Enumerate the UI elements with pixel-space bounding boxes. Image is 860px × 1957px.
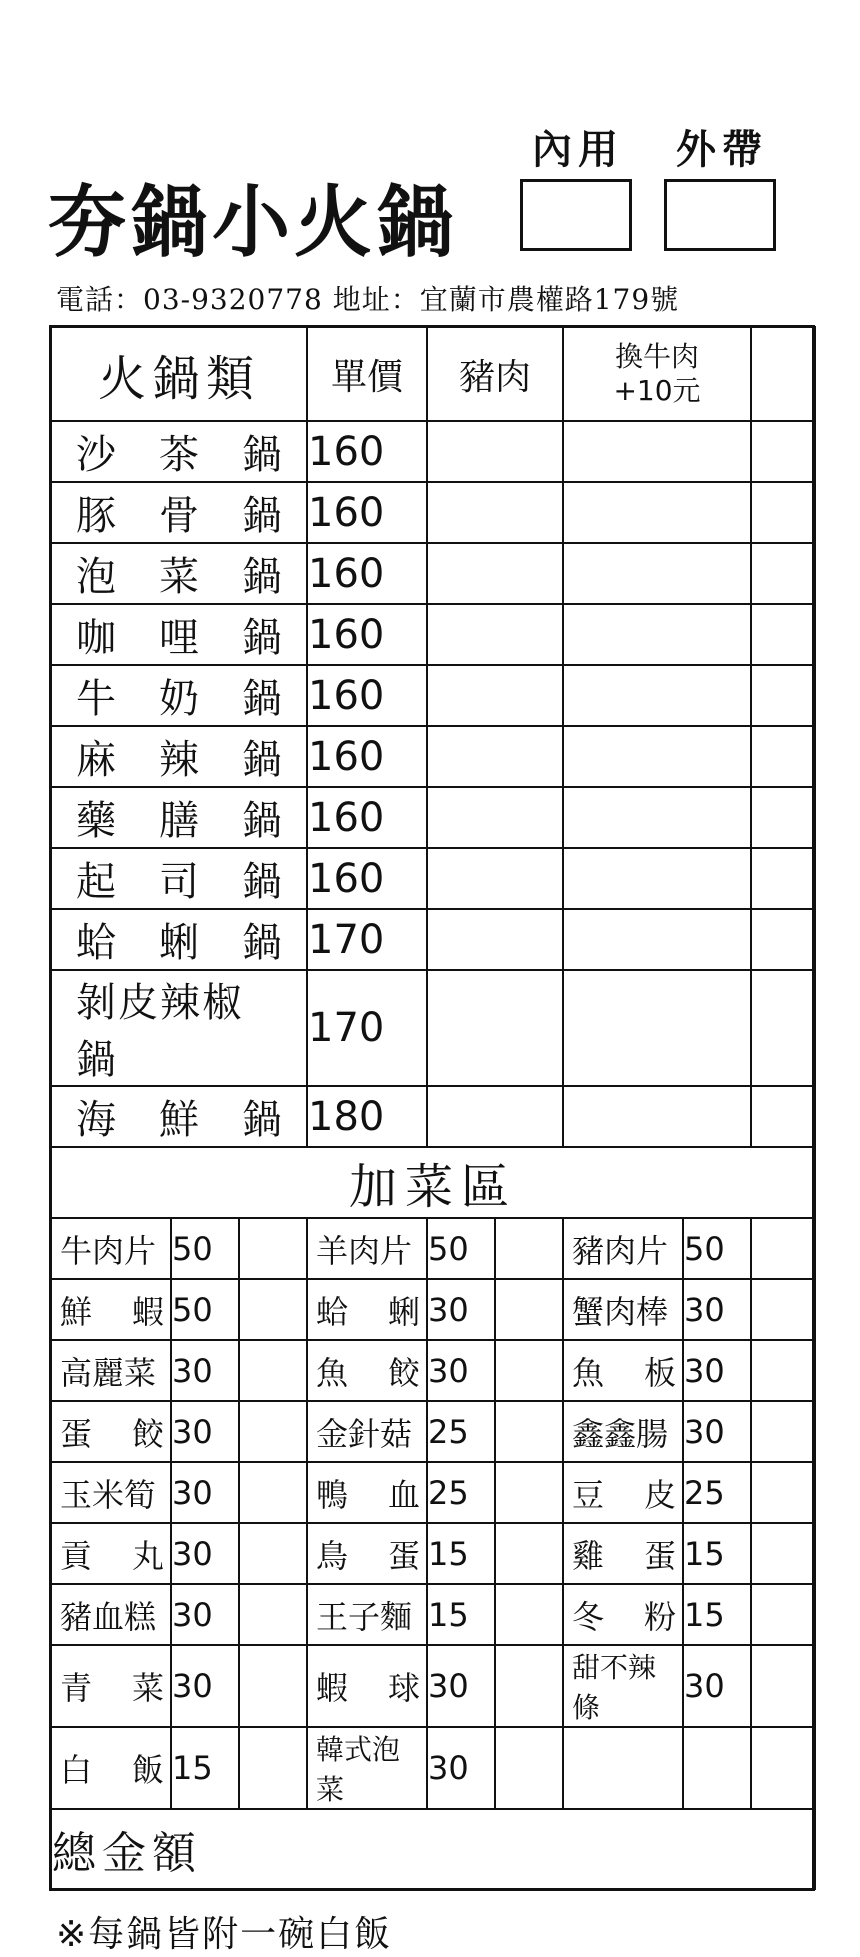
addon-price: [683, 1727, 751, 1809]
addon-price: 30: [171, 1645, 239, 1727]
addon-name: [307, 1279, 427, 1340]
addon-name: [51, 1218, 171, 1279]
addon-price: 30: [683, 1401, 751, 1462]
addon-price: 30: [427, 1727, 495, 1809]
addon-price: 30: [171, 1584, 239, 1645]
addon-qty-cell[interactable]: [495, 1401, 563, 1462]
addon-qty-cell[interactable]: [751, 1462, 815, 1523]
hotpot-name: [51, 604, 307, 665]
addon-name-text: 貢 丸: [60, 1536, 164, 1575]
addon-qty-cell[interactable]: [751, 1523, 815, 1584]
addon-name: [563, 1645, 683, 1727]
beef-qty-cell[interactable]: [563, 421, 751, 482]
hotpot-price: 160: [307, 665, 427, 726]
addon-name-text: 白 飯: [60, 1751, 164, 1789]
beef-qty-cell[interactable]: [563, 604, 751, 665]
addon-price: 15: [171, 1727, 239, 1809]
addon-price: 25: [427, 1462, 495, 1523]
addon-qty-cell[interactable]: [495, 1727, 563, 1809]
hotpot-name: [51, 726, 307, 787]
hotpot-price: 170: [307, 909, 427, 970]
addon-name: [307, 1401, 427, 1462]
hotpot-name-text: 豚 骨 鍋: [76, 493, 282, 539]
addon-qty-cell[interactable]: [751, 1727, 815, 1809]
hotpot-row: [51, 665, 815, 726]
addons-section-row: [51, 1147, 815, 1218]
hotpot-price: 160: [307, 848, 427, 909]
beef-header: [563, 327, 751, 421]
extra-qty-cell[interactable]: [751, 665, 815, 726]
hotpot-price: 170: [307, 970, 427, 1086]
addon-row: [51, 1401, 815, 1462]
extra-qty-cell[interactable]: [751, 543, 815, 604]
pork-qty-cell[interactable]: [427, 970, 563, 1086]
addon-name: [563, 1340, 683, 1401]
hotpot-name: [51, 970, 307, 1086]
addon-price: 15: [427, 1523, 495, 1584]
hotpot-price: 180: [307, 1086, 427, 1147]
beef-qty-cell[interactable]: [563, 482, 751, 543]
addon-qty-cell[interactable]: [751, 1401, 815, 1462]
addon-qty-cell[interactable]: [239, 1645, 307, 1727]
hotpot-name-text: 起 司 鍋: [76, 859, 282, 905]
addon-name-text: 蛤 蜊: [316, 1292, 420, 1331]
extra-qty-cell[interactable]: [751, 787, 815, 848]
addon-qty-cell[interactable]: [751, 1218, 815, 1279]
addon-qty-cell[interactable]: [495, 1584, 563, 1645]
beef-header-line2: +10元: [613, 374, 701, 407]
hotpot-price: 160: [307, 604, 427, 665]
addon-row: [51, 1584, 815, 1645]
addon-name: [51, 1523, 171, 1584]
hotpot-name: [51, 665, 307, 726]
pork-qty-cell[interactable]: [427, 421, 563, 482]
hotpot-name-text: 海 鮮 鍋: [76, 1097, 282, 1143]
beef-qty-cell[interactable]: [563, 665, 751, 726]
pork-qty-cell[interactable]: [427, 787, 563, 848]
beef-qty-cell[interactable]: [563, 970, 751, 1086]
addon-price: 15: [683, 1523, 751, 1584]
addon-name: [51, 1279, 171, 1340]
hotpot-name-text: 麻 辣 鍋: [76, 737, 282, 783]
hotpot-name-text: 泡 菜 鍋: [76, 554, 282, 600]
addon-name: [307, 1523, 427, 1584]
extra-qty-cell[interactable]: [751, 421, 815, 482]
addon-price: 50: [427, 1218, 495, 1279]
addon-name: [51, 1584, 171, 1645]
restaurant-title: 夯鍋小火鍋: [48, 178, 459, 268]
addon-qty-cell[interactable]: [239, 1584, 307, 1645]
dine-in-group: [520, 118, 636, 251]
hotpot-name-text: 藥 膳 鍋: [76, 798, 282, 844]
hotpot-price: 160: [307, 482, 427, 543]
addon-name-text: 蝦 球: [316, 1669, 420, 1707]
hotpot-name: [51, 543, 307, 604]
addon-name-text: 冬 粉: [572, 1597, 677, 1636]
hotpot-price: 160: [307, 726, 427, 787]
takeout-label: 外帶: [676, 127, 768, 173]
addon-name-text: 蛋 餃: [60, 1414, 164, 1453]
addon-qty-cell[interactable]: [239, 1727, 307, 1809]
beef-qty-cell[interactable]: [563, 1086, 751, 1147]
addon-name-text: 鳥 蛋: [316, 1536, 420, 1575]
hotpot-row: [51, 604, 815, 665]
addon-qty-cell[interactable]: [239, 1401, 307, 1462]
hotpot-row: [51, 543, 815, 604]
addon-name-text: 青 菜: [60, 1669, 164, 1707]
hotpot-name: [51, 482, 307, 543]
hotpot-name-text: 剝皮辣椒鍋: [76, 980, 244, 1083]
hotpot-name-text: 牛 奶 鍋: [76, 676, 282, 722]
pork-qty-cell[interactable]: [427, 1086, 563, 1147]
pork-header: 豬肉: [427, 327, 563, 421]
addon-name: [563, 1279, 683, 1340]
addon-price: 30: [683, 1645, 751, 1727]
pork-qty-cell[interactable]: [427, 543, 563, 604]
addon-name-text: 羊肉片: [316, 1231, 413, 1270]
addon-price: 30: [427, 1645, 495, 1727]
hotpot-price: 160: [307, 421, 427, 482]
addon-price: 30: [171, 1462, 239, 1523]
addon-price: 50: [683, 1218, 751, 1279]
addon-qty-cell[interactable]: [751, 1279, 815, 1340]
hotpot-name-text: 蛤 蜊 鍋: [76, 920, 282, 966]
addon-price: 30: [427, 1340, 495, 1401]
hotpot-name-text: 咖 哩 鍋: [76, 615, 282, 661]
addon-row: [51, 1462, 815, 1523]
addon-name-text: 雞 蛋: [572, 1536, 677, 1575]
addon-qty-cell[interactable]: [239, 1462, 307, 1523]
addon-qty-cell[interactable]: [751, 1340, 815, 1401]
header-row: [51, 327, 815, 421]
hotpot-row: [51, 421, 815, 482]
hotpot-price: 160: [307, 787, 427, 848]
addon-name-text: 鑫鑫腸: [572, 1414, 669, 1453]
addon-name: [307, 1727, 427, 1809]
takeout-group: [664, 118, 780, 251]
addon-name: [307, 1340, 427, 1401]
addon-qty-cell[interactable]: [239, 1523, 307, 1584]
extra-qty-cell[interactable]: [751, 848, 815, 909]
footnote: ※每鍋皆附一碗白飯: [56, 1914, 393, 1955]
hotpot-name: [51, 787, 307, 848]
addon-name-text: 玉米筍: [60, 1475, 157, 1514]
addon-name: [563, 1523, 683, 1584]
addon-name-text: 豬肉片: [572, 1231, 669, 1270]
addon-row: [51, 1340, 815, 1401]
hotpot-row: [51, 1086, 815, 1147]
addon-name-text: 豬血糕: [60, 1597, 157, 1636]
contact-info: 電話：03-9320778 地址：宜蘭市農權路179號: [56, 283, 680, 316]
order-form-table: [50, 326, 816, 1890]
addon-name-text: 鴨 血: [316, 1475, 420, 1514]
hotpot-row: [51, 787, 815, 848]
blank-header-cell: [751, 327, 815, 421]
price-header: 單價: [307, 327, 427, 421]
beef-qty-cell[interactable]: [563, 726, 751, 787]
pork-qty-cell[interactable]: [427, 665, 563, 726]
addon-name: [307, 1462, 427, 1523]
addon-name: [563, 1727, 683, 1809]
pork-qty-cell[interactable]: [427, 604, 563, 665]
takeout-checkbox[interactable]: [664, 179, 776, 251]
addon-name: [563, 1584, 683, 1645]
addon-name: [563, 1462, 683, 1523]
beef-qty-cell[interactable]: [563, 848, 751, 909]
hotpot-price: 160: [307, 543, 427, 604]
addon-name: [51, 1727, 171, 1809]
addon-price: 30: [171, 1401, 239, 1462]
addon-qty-cell[interactable]: [751, 1645, 815, 1727]
addon-price: 25: [427, 1401, 495, 1462]
hotpot-name: [51, 909, 307, 970]
addon-row: [51, 1645, 815, 1727]
addons-section-title: 加菜區: [51, 1147, 815, 1218]
addon-name-text: 鮮 蝦: [60, 1292, 164, 1331]
addon-row: [51, 1523, 815, 1584]
addon-name-text: 王子麵: [316, 1597, 413, 1636]
addon-qty-cell[interactable]: [495, 1523, 563, 1584]
addon-name: [307, 1645, 427, 1727]
pork-qty-cell[interactable]: [427, 726, 563, 787]
beef-header-line1: 換牛肉: [615, 340, 700, 373]
addon-row: [51, 1218, 815, 1279]
beef-qty-cell[interactable]: [563, 909, 751, 970]
addon-name: [563, 1401, 683, 1462]
addon-row: [51, 1279, 815, 1340]
addon-name-text: 魚 餃: [316, 1353, 420, 1392]
addon-name: [563, 1218, 683, 1279]
addon-name-text: 高麗菜: [60, 1353, 157, 1392]
addon-name-text: 甜不辣條: [572, 1651, 657, 1724]
addon-qty-cell[interactable]: [495, 1218, 563, 1279]
extra-qty-cell[interactable]: [751, 970, 815, 1086]
addon-qty-cell[interactable]: [239, 1279, 307, 1340]
addon-price: 30: [683, 1340, 751, 1401]
hotpot-name: [51, 421, 307, 482]
addon-row: [51, 1727, 815, 1809]
addon-qty-cell[interactable]: [495, 1645, 563, 1727]
addon-name: [307, 1584, 427, 1645]
addon-price: 50: [171, 1218, 239, 1279]
addon-name: [51, 1645, 171, 1727]
extra-qty-cell[interactable]: [751, 909, 815, 970]
pork-qty-cell[interactable]: [427, 482, 563, 543]
addon-name-text: 魚 板: [572, 1353, 677, 1392]
addon-qty-cell[interactable]: [751, 1584, 815, 1645]
addon-name: [51, 1462, 171, 1523]
addon-name-text: 韓式泡菜: [316, 1733, 401, 1806]
total-row: [51, 1809, 815, 1889]
addon-name-text: 牛肉片: [60, 1231, 157, 1270]
addon-name: [307, 1218, 427, 1279]
addon-qty-cell[interactable]: [239, 1340, 307, 1401]
addon-price: 15: [683, 1584, 751, 1645]
addon-price: 15: [427, 1584, 495, 1645]
addon-price: 50: [171, 1279, 239, 1340]
addon-name: [51, 1401, 171, 1462]
addon-price: 30: [171, 1340, 239, 1401]
hotpot-name-text: 沙 茶 鍋: [76, 432, 282, 478]
addon-price: 30: [683, 1279, 751, 1340]
total-label: 總金額: [51, 1809, 815, 1889]
addon-qty-cell[interactable]: [239, 1218, 307, 1279]
extra-qty-cell[interactable]: [751, 1086, 815, 1147]
extra-qty-cell[interactable]: [751, 726, 815, 787]
beef-qty-cell[interactable]: [563, 787, 751, 848]
hotpot-row: [51, 726, 815, 787]
hotpot-row: [51, 909, 815, 970]
addon-name-text: 金針菇: [316, 1414, 413, 1453]
hotpot-row: [51, 482, 815, 543]
pork-qty-cell[interactable]: [427, 909, 563, 970]
addon-price: 30: [427, 1279, 495, 1340]
hotpot-row: [51, 848, 815, 909]
addon-name-text: 蟹肉棒: [572, 1292, 669, 1331]
category-header: 火鍋類: [51, 327, 307, 421]
addon-price: 30: [171, 1523, 239, 1584]
addon-qty-cell[interactable]: [495, 1340, 563, 1401]
pork-qty-cell[interactable]: [427, 848, 563, 909]
addon-name-text: 豆 皮: [572, 1475, 677, 1514]
addon-name: [51, 1340, 171, 1401]
extra-qty-cell[interactable]: [751, 482, 815, 543]
hotpot-name: [51, 1086, 307, 1147]
addon-qty-cell[interactable]: [495, 1462, 563, 1523]
extra-qty-cell[interactable]: [751, 604, 815, 665]
addon-price: 25: [683, 1462, 751, 1523]
addon-qty-cell[interactable]: [495, 1279, 563, 1340]
dine-in-label: 內用: [532, 127, 624, 173]
hotpot-name: [51, 848, 307, 909]
hotpot-row: [51, 970, 815, 1086]
beef-qty-cell[interactable]: [563, 543, 751, 604]
dine-in-checkbox[interactable]: [520, 179, 632, 251]
